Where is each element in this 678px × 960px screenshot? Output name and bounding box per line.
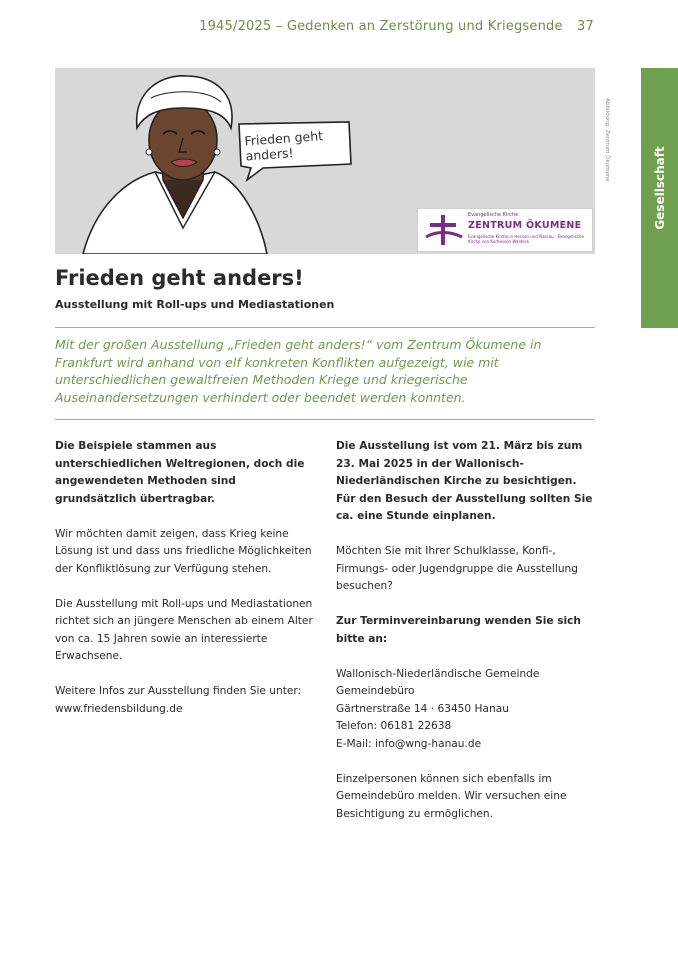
left-paragraph-2: Die Ausstellung mit Roll-ups und Mediastationen richtet sich an jüngere Menschen ab einem Alter von ca. 15 Jahren sowie an interessierte Erwachsene. [55, 597, 313, 662]
address-line-3: Gärtnerstraße 14 · 63450 Hanau [336, 702, 509, 715]
running-header [199, 19, 594, 34]
image-credit: Abbildung: Zentrum Ökumene [604, 98, 610, 182]
left-lead-paragraph: Die Beispiele stammen aus unterschiedlichen Weltregionen, doch die angewendeten Methoden sind grundsätzlich übertragbar. [55, 440, 305, 505]
logo-cross-icon [424, 213, 464, 247]
logo-top-line: Evangelische Kirche [468, 212, 519, 218]
running-title: 1945/2025 – Gedenken an Zerstörung und Kriegsende [199, 19, 563, 34]
speech-bubble-text: Frieden geht anders! [244, 128, 324, 164]
right-lead-paragraph: Die Ausstellung ist vom 21. März bis zum 23. Mai 2025 in der Wallonisch-Niederländischen Kirche zu besichtigen. Für den Besuch der Ausstellung sollten Sie ca. eine Stunde einplanen. [336, 440, 593, 522]
left-column [55, 438, 313, 736]
address-line-2: Gemeindebüro [336, 685, 415, 697]
page-number: 37 [577, 19, 594, 34]
left-paragraph-3: Weitere Infos zur Ausstellung finden Sie unter: www.friedensbildung.de [55, 685, 302, 715]
contact-address [336, 666, 595, 754]
logo-name: ZENTRUM ÖKUMENE [468, 220, 582, 231]
address-email[interactable]: E-Mail: info@wng-hanau.de [336, 737, 482, 750]
zentrum-oekumene-logo [417, 208, 593, 252]
divider-top [55, 327, 595, 328]
article-title: Frieden geht anders! [55, 266, 304, 290]
contact-heading: Zur Terminvereinbarung wenden Sie sich bitte an: [336, 615, 581, 645]
right-column [336, 438, 595, 841]
intro-text: Mit der großen Ausstellung „Frieden geht anders!“ vom Zentrum Ökumene in Frankfurt wird anhand von elf konkreten Konflikten aufgezeigt, wie mit unterschiedlichen gewaltfreien Methoden Kriege und kriegerische Auseinandersetzungen verhindert oder beendet werden konnten. [55, 337, 542, 405]
address-phone: Telefon: 06181 22638 [336, 720, 452, 732]
section-tab-label: Gesellschaft [652, 146, 667, 230]
divider-bottom [55, 419, 595, 420]
section-tab[interactable] [641, 68, 678, 328]
logo-subline: Evangelische Kirche in Hessen und Nassau · Evangelische Kirche von Kurhessen-Waldeck [468, 234, 584, 244]
address-line-1: Wallonisch-Niederländische Gemeinde [336, 667, 540, 680]
left-paragraph-1: Wir möchten damit zeigen, dass Krieg keine Lösung ist und dass uns friedliche Möglichkeiten der Konfliktlösung zur Verfügung stehen. [55, 527, 312, 575]
right-paragraph-2: Einzelpersonen können sich ebenfalls im Gemeindebüro melden. Wir versuchen eine Besichtigung zu ermöglichen. [336, 772, 567, 820]
hero-illustration [55, 68, 595, 254]
right-paragraph-1: Möchten Sie mit Ihrer Schulklasse, Konfi-, Firmungs- oder Jugendgruppe die Ausstellung besuchen? [336, 545, 578, 592]
article-subtitle: Ausstellung mit Roll-ups und Mediastationen [55, 298, 335, 311]
speech-bubble [233, 120, 355, 172]
